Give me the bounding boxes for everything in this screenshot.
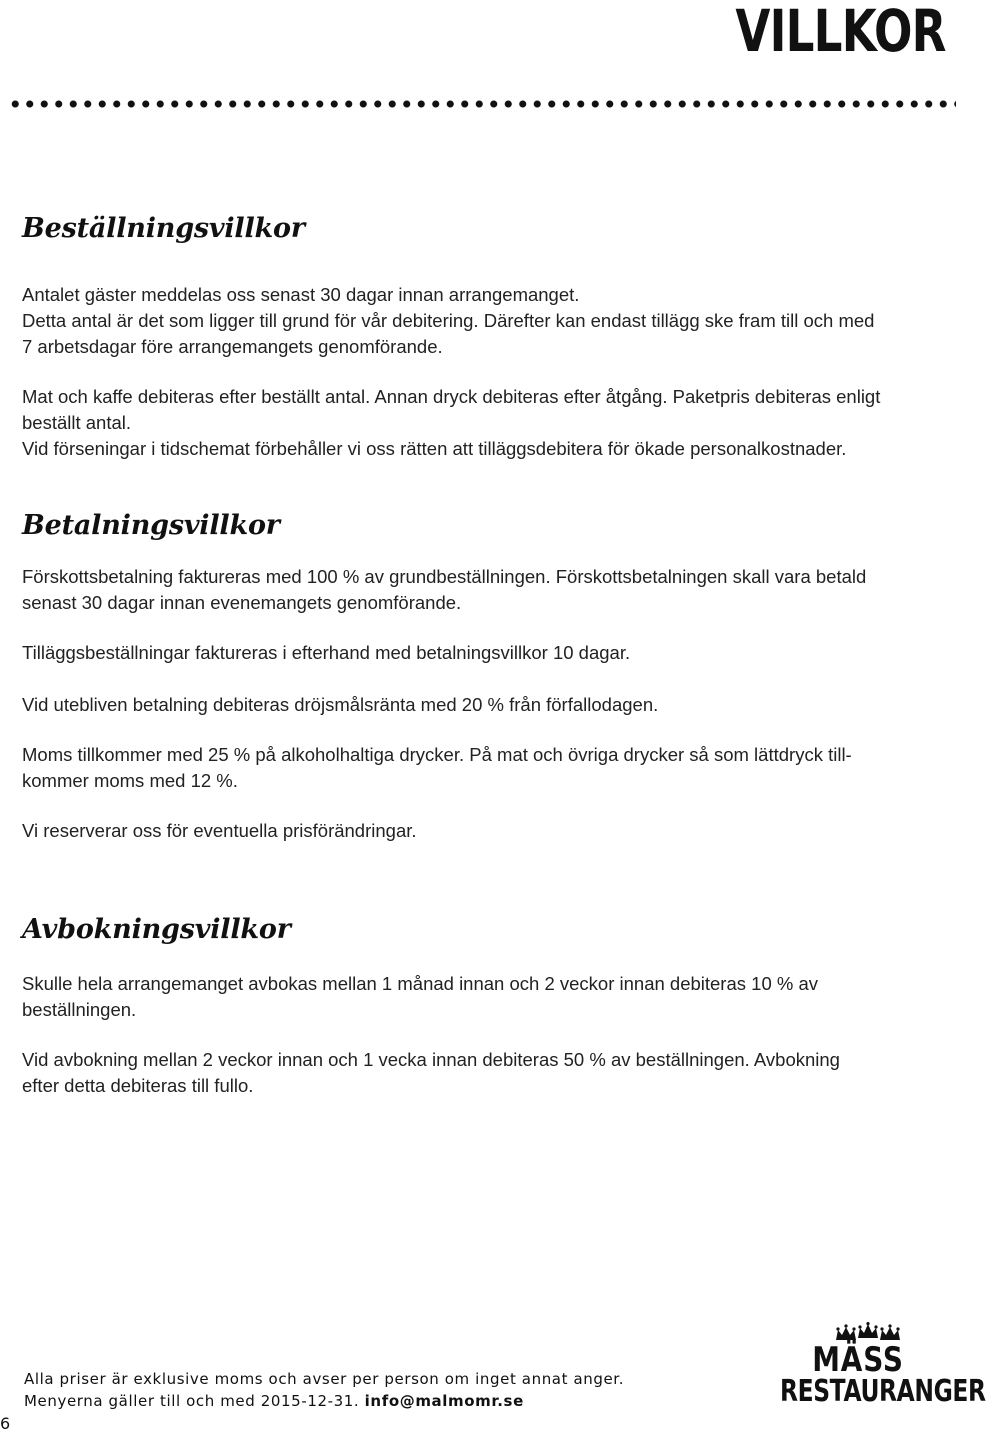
text-line: Mat och kaffe debiteras efter beställt antal. Annan dryck debiteras efter åtgång. Paketpris debiteras enligt	[22, 386, 881, 407]
page-number: 6	[0, 1414, 11, 1433]
section-heading: Betalningsvillkor	[22, 510, 280, 541]
paragraph	[22, 564, 942, 616]
text-line: Vid avbokning mellan 2 veckor innan och 1 vecka innan debiteras 50 % av beställningen. Avbokning	[22, 1049, 840, 1070]
dotted-divider	[8, 94, 956, 114]
text-line: Vid utebliven betalning debiteras dröjsmålsränta med 20 % från förfallodagen.	[22, 694, 659, 715]
text-line: senast 30 dagar innan evenemangets genomförande.	[22, 592, 462, 613]
text-line: Moms tillkommer med 25 % på alkoholhaltiga drycker. På mat och övriga drycker så som lättdryck till-	[22, 744, 852, 765]
brand-logo	[758, 1322, 986, 1412]
text-line: Vid förseningar i tidschemat förbehåller vi oss rätten att tilläggsdebitera för ökade personalkostnader.	[22, 438, 847, 459]
text-line: kommer moms med 12 %.	[22, 770, 238, 791]
paragraph	[22, 971, 942, 1023]
text-line: Förskottsbetalning faktureras med 100 % av grundbeställningen. Förskottsbetalningen skall vara betald	[22, 566, 867, 587]
text-line: efter detta debiteras till fullo.	[22, 1075, 254, 1096]
footer-note	[24, 1368, 624, 1412]
paragraph	[22, 742, 942, 794]
section-avbokningsvillkor	[22, 913, 942, 1099]
email-link[interactable]: info@malmomr.se	[364, 1392, 524, 1410]
section-heading: Beställningsvillkor	[22, 213, 305, 244]
text-line: beställningen.	[22, 999, 137, 1020]
text-line: beställt antal.	[22, 412, 132, 433]
text-line: Tilläggsbeställningar faktureras i efterhand med betalningsvillkor 10 dagar.	[22, 642, 631, 663]
text-line: 7 arbetsdagar före arrangemangets genomförande.	[22, 336, 443, 357]
logo-word-restauranger: RESTAURANGER	[780, 1374, 986, 1409]
text-line: Skulle hela arrangemanget avbokas mellan 1 månad innan och 2 veckor innan debiteras 10 % av	[22, 973, 818, 994]
text-line: Detta antal är det som ligger till grund för vår debitering. Därefter kan endast tillägg ske fram till och med	[22, 310, 875, 331]
footer-line-validity	[24, 1390, 624, 1412]
paragraph	[22, 640, 942, 666]
section-betalningsvillkor	[22, 509, 942, 844]
paragraph	[22, 818, 942, 844]
paragraph	[22, 1047, 942, 1099]
page-title: VILLKOR	[735, 0, 946, 65]
footer-line-prices: Alla priser är exklusive moms och avser per person om inget annat anger.	[24, 1370, 625, 1388]
text-line: Vi reserverar oss för eventuella prisförändringar.	[22, 820, 417, 841]
section-bestallningsvillkor	[22, 212, 942, 462]
paragraph	[22, 282, 942, 360]
logo-word-mass: MÄSS	[812, 1340, 904, 1380]
footer-validity-text: Menyerna gäller till och med 2015-12-31.	[24, 1392, 360, 1410]
paragraph	[22, 692, 942, 718]
text-line: Antalet gäster meddelas oss senast 30 dagar innan arrangemanget.	[22, 284, 580, 305]
paragraph	[22, 384, 942, 462]
section-heading: Avbokningsvillkor	[22, 914, 291, 945]
